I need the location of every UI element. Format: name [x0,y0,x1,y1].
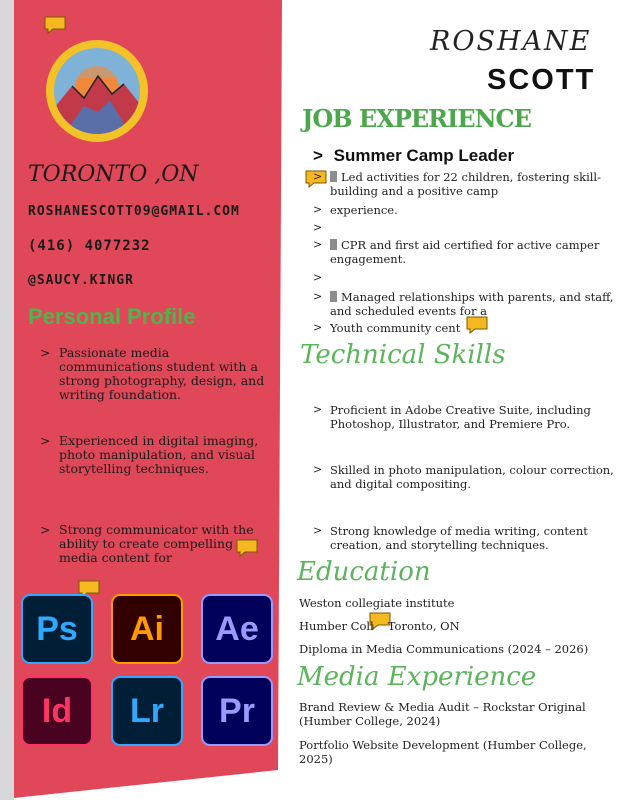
media-experience-item: Portfolio Website Development (Humber College, 2025) [299,738,587,766]
bullet-arrow: > [40,433,51,448]
placeholder-bar-icon [330,291,337,302]
profile-item-text: Strong communicator with the ability to create compelling media content for [59,522,254,565]
technical-skills-title: Technical Skills [300,340,506,370]
media-experience-item: Brand Review & Media Audit – Rockstar Original (Humber College, 2024) [299,700,586,728]
mountain-sunset-logo-icon [54,48,140,134]
lightroom-icon: Lr [111,676,183,746]
bullet-arrow: > [313,463,323,476]
bullet-arrow: > [313,290,323,303]
last-name: SCOTT [487,64,596,96]
bullet-arrow: > [313,524,323,537]
first-name: ROSHANE [430,26,592,57]
job-item-text: Youth community cent [330,321,461,335]
job-item-text: Managed relationships with parents, and staff, and scheduled events for a [330,290,614,318]
bullet-arrow: > [313,221,323,234]
indesign-icon: Id [21,676,93,746]
after-effects-icon: Ae [201,594,273,664]
email-address[interactable]: ROSHANESCOTT09@GMAIL.COM [28,204,240,219]
education-college: Humber Coll Toronto, ON [299,619,460,633]
skill-item-text: Skilled in photo manipulation, colour correction, and digital compositing. [330,463,614,491]
placeholder-bar-icon [330,171,337,182]
job-position-title: Summer Camp Leader [333,146,515,165]
job-item-text: experience. [330,203,398,217]
photoshop-icon: Ps [21,594,93,664]
job-position [313,146,514,166]
job-item-text: CPR and first aid certified for active camper engagement. [330,238,600,266]
comment-icon[interactable] [44,16,66,34]
placeholder-bar-icon [330,239,337,250]
premiere-pro-icon: Pr [201,676,273,746]
social-handle[interactable]: @SAUCY.KINGR [28,273,134,288]
bullet-arrow: > [40,522,51,537]
bullet-arrow: > [313,321,323,334]
bullet-arrow: > [40,345,51,360]
job-experience-title: JOB EXPERIENCE [302,104,531,133]
phone-number[interactable]: (416) 4077232 [28,238,151,254]
skill-item-text: Strong knowledge of media writing, content creation, and storytelling techniques. [330,524,588,552]
profile-item-text: Passionate media communications student with a strong photography, design, and writing foundation. [59,345,265,402]
bullet-arrow: > [313,403,323,416]
job-item-text: Led activities for 22 children, fostering skill-building and a positive camp [330,170,601,198]
media-experience-title: Media Experience [297,662,537,692]
education-diploma: Diploma in Media Communications (2024 – 2026) [299,642,589,656]
bullet-arrow: > [313,203,323,216]
profile-logo [46,40,148,142]
skill-item-text: Proficient in Adobe Creative Suite, including Photoshop, Illustrator, and Premiere Pro. [330,403,591,431]
profile-item-text: Experienced in digital imaging, photo manipulation, and visual storytelling techniques. [59,433,259,476]
bullet-arrow: > [313,170,323,183]
personal-profile-title: Personal Profile [28,304,196,329]
bullet-arrow: > [313,238,323,251]
education-school: Weston collegiate institute [299,596,455,610]
bullet-arrow: > [313,271,323,284]
city-location: TORONTO ,ON [28,162,199,187]
bullet-arrow: > [313,146,323,165]
education-title: Education [297,557,431,587]
illustrator-icon: Ai [111,594,183,664]
